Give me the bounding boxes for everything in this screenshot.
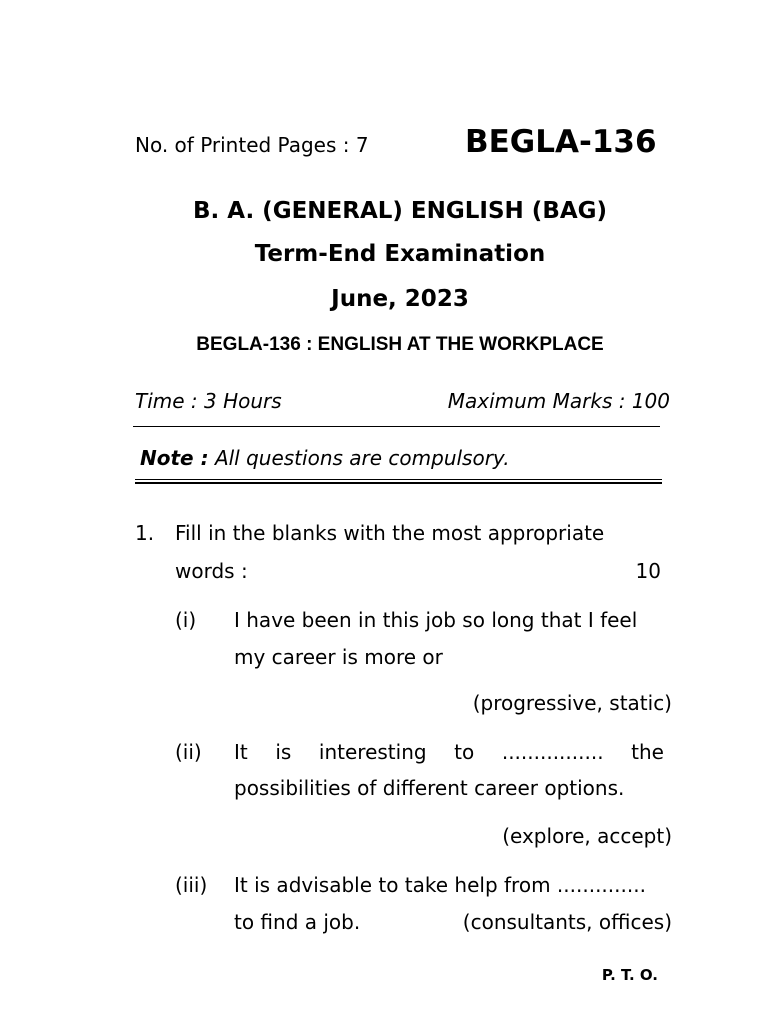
item-ii-line2: possibilities of different career options.	[234, 776, 625, 800]
item-ii-word: to	[454, 740, 475, 764]
question-marks: 10	[635, 559, 661, 583]
course-code: BEGLA-136	[465, 124, 657, 160]
item-ii-word: interesting	[318, 740, 427, 764]
divider-double-thin	[135, 479, 662, 480]
exam-time: Time : 3 Hours	[135, 389, 282, 413]
exam-title: Term-End Examination	[254, 241, 546, 267]
item-i-label: (i)	[175, 608, 197, 632]
item-iii-options: (consultants, offices)	[462, 910, 672, 934]
note-text: All questions are compulsory.	[214, 446, 510, 470]
item-ii-line1	[234, 740, 664, 764]
note	[140, 446, 510, 470]
exam-date: June, 2023	[331, 286, 469, 312]
item-i-line1: I have been in this job so long that I feel	[234, 608, 638, 632]
item-ii-options: (explore, accept)	[502, 824, 672, 848]
item-i-line2: my career is more or	[234, 645, 443, 669]
question-text-line2: words :	[175, 559, 248, 583]
item-ii-blank: ................	[501, 740, 604, 764]
item-iii-line2: to find a job.	[234, 910, 361, 934]
item-i-options: (progressive, static)	[472, 691, 672, 715]
note-label: Note :	[140, 446, 209, 470]
maximum-marks: Maximum Marks : 100	[447, 389, 670, 413]
course-title: BEGLA-136 : ENGLISH AT THE WORKPLACE	[196, 334, 604, 355]
item-ii-word: is	[275, 740, 292, 764]
please-turn-over: P. T. O.	[601, 966, 658, 984]
item-iii-label: (iii)	[175, 873, 208, 897]
programme-title: B. A. (GENERAL) ENGLISH (BAG)	[192, 198, 608, 224]
printed-pages-count: No. of Printed Pages : 7	[135, 133, 369, 157]
item-ii-word: the	[631, 740, 664, 764]
divider-top	[133, 426, 660, 427]
divider-double-thick	[135, 482, 662, 484]
question-text-line1: Fill in the blanks with the most appropriate	[175, 521, 605, 545]
item-ii-word: It	[234, 740, 248, 764]
item-ii-label: (ii)	[175, 740, 202, 764]
question-number: 1.	[135, 521, 155, 545]
item-iii-line1: It is advisable to take help from ..............	[234, 873, 646, 897]
